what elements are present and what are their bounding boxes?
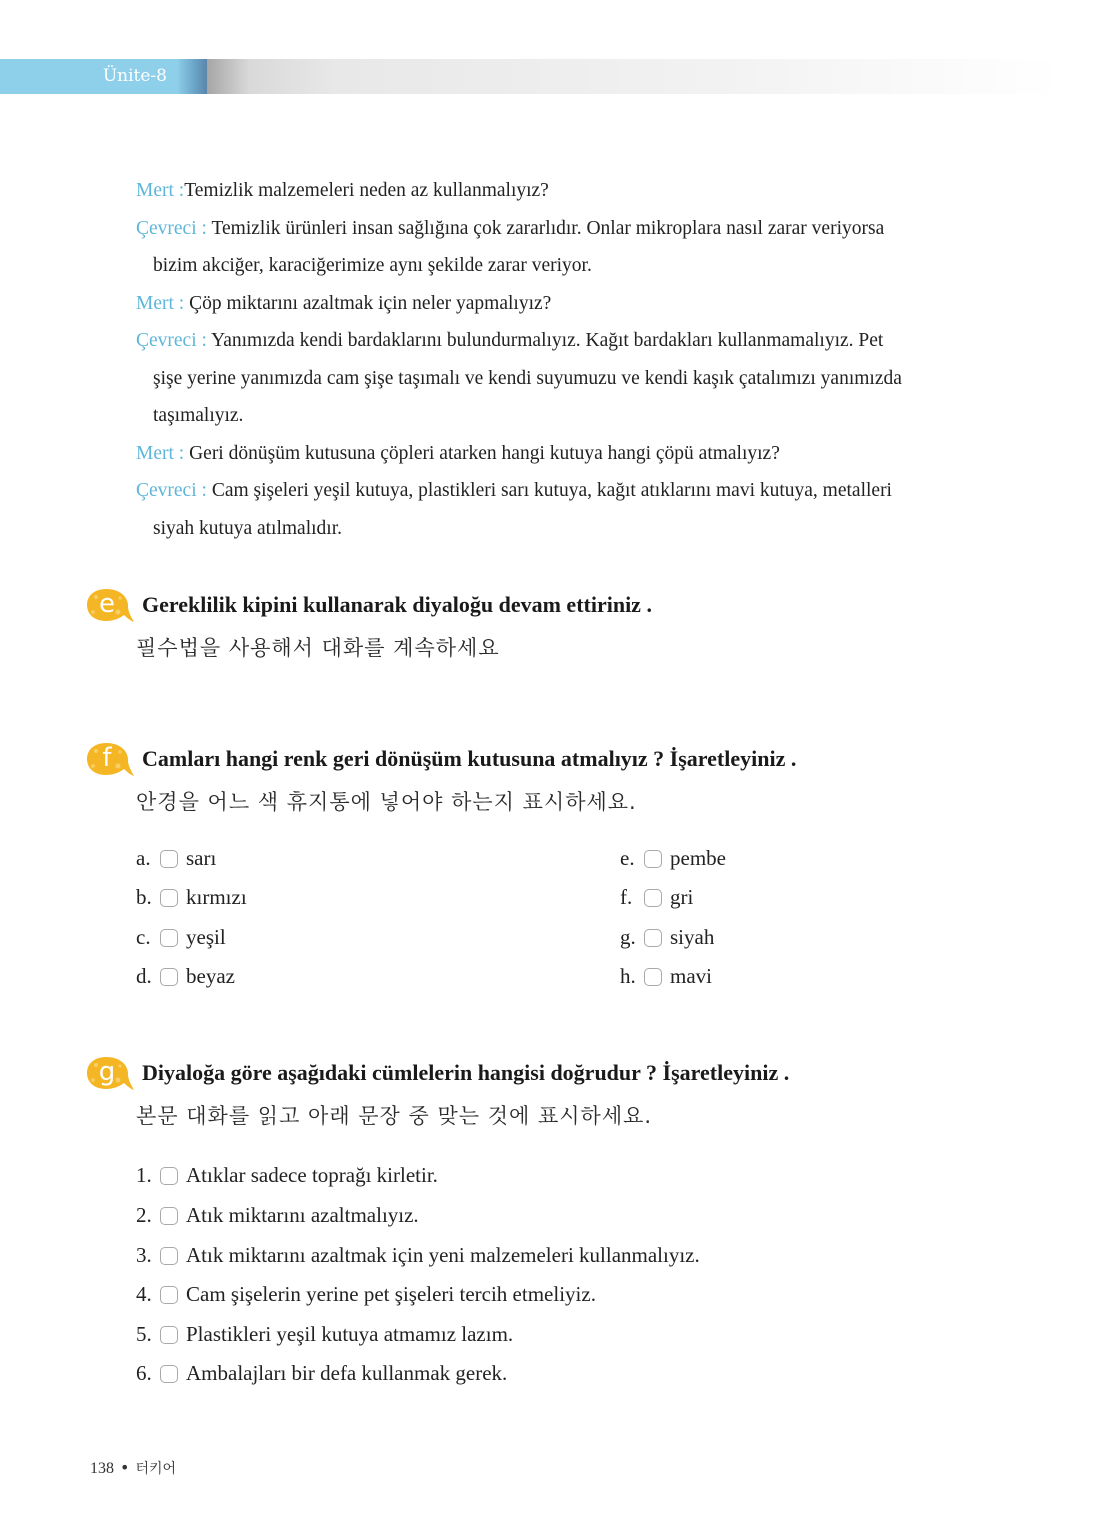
statement-number: 5. <box>136 1322 152 1346</box>
statement-text: Atıklar sadece toprağı kirletir. <box>186 1163 438 1187</box>
choice-option[interactable] <box>136 922 226 952</box>
dialogue-line <box>136 472 981 547</box>
speech-bubble-badge-icon <box>84 742 134 778</box>
checkbox[interactable] <box>160 968 178 986</box>
dialogue-continuation: taşımalıyız. <box>153 405 244 426</box>
dialogue-text: Yanımızda kendi bardaklarını bulundurmalıyız. Kağıt bardakları kullanmamalıyız. Pet <box>211 330 884 351</box>
task-title: Camları hangi renk geri dönüşüm kutusuna atmalıyız ? İşaretleyiniz . <box>142 746 797 771</box>
option-text: siyah <box>670 925 715 949</box>
option-text: kırmızı <box>186 885 247 909</box>
choice-option[interactable] <box>136 843 216 873</box>
checkbox[interactable] <box>160 1167 178 1185</box>
dialogue-text: Cam şişeleri yeşil kutuya, plastikleri sarı kutuya, kağıt atıklarını mavi kutuya, metalleri <box>211 480 892 501</box>
dialogue-continuation: bizim akciğer, karaciğerimize aynı şekilde zarar veriyor. <box>153 255 592 276</box>
checkbox[interactable] <box>160 1365 178 1383</box>
statement-number: 6. <box>136 1361 152 1385</box>
page-number: 138 <box>90 1460 114 1477</box>
unit-label: Ünite-8 <box>0 59 177 94</box>
dialogue-line <box>136 435 981 473</box>
statement-text: Cam şişelerin yerine pet şişeleri tercih etmeliyiz. <box>186 1282 596 1306</box>
checkbox[interactable] <box>160 1286 178 1304</box>
task-title: Gereklilik kipini kullanarak diyaloğu devam ettiriniz . <box>142 592 652 617</box>
unit-tab-edge <box>177 59 207 94</box>
badge-letter: f <box>102 743 112 773</box>
checkbox[interactable] <box>160 929 178 947</box>
statement-item[interactable] <box>136 1358 507 1388</box>
dialogue-continuation: siyah kutuya atılmalıdır. <box>153 517 343 539</box>
header-gradient-rule <box>207 59 1060 94</box>
task-subtitle: 본문 대화를 읽고 아래 문장 중 맞는 것에 표시하세요. <box>136 1104 653 1128</box>
statement-number: 1. <box>136 1163 152 1187</box>
unit-header-bar <box>0 59 1060 94</box>
option-text: mavi <box>670 964 712 988</box>
statement-item[interactable] <box>136 1200 419 1230</box>
task-subtitle: 필수법을 사용해서 대화를 계속하세요 <box>136 636 500 660</box>
dialogue-line <box>136 210 981 285</box>
choice-option[interactable] <box>136 882 247 912</box>
checkbox[interactable] <box>160 1247 178 1265</box>
choice-option[interactable] <box>620 843 726 873</box>
dialogue-text: Geri dönüşüm kutusuna çöpleri atarken hangi kutuya hangi çöpü atmalıyız? <box>189 442 780 464</box>
speaker-name: Çevreci : <box>136 217 207 239</box>
dialogue-continuation: şişe yerine yanımızda cam şişe taşımalı ve kendi suyumuzu ve kendi kaşık çatalımızı yanımızda <box>153 367 902 389</box>
statement-item[interactable] <box>136 1279 596 1309</box>
option-label: g. <box>620 925 636 949</box>
option-text: sarı <box>186 846 217 870</box>
statement-item[interactable] <box>136 1240 700 1270</box>
checkbox[interactable] <box>160 889 178 907</box>
option-label: d. <box>136 964 152 988</box>
badge-letter: g <box>98 1057 116 1087</box>
option-text: gri <box>670 885 694 909</box>
page-footer <box>90 1458 176 1478</box>
statement-item[interactable] <box>136 1319 513 1349</box>
speaker-name: Mert : <box>136 442 185 464</box>
dialogue <box>136 172 981 547</box>
speaker-name: Çevreci : <box>136 480 207 501</box>
choice-option[interactable] <box>136 961 235 991</box>
speech-bubble-badge-icon <box>84 1056 134 1092</box>
dialogue-text: Temizlik ürünleri insan sağlığına çok zararlıdır. Onlar mikroplara nasıl zarar veriyorsa <box>211 217 885 239</box>
dialogue-line <box>136 285 981 323</box>
book-title: 터키어 <box>135 1461 177 1477</box>
checkbox[interactable] <box>644 850 662 868</box>
statement-text: Plastikleri yeşil kutuya atmamız lazım. <box>186 1322 514 1346</box>
checkbox[interactable] <box>644 968 662 986</box>
speaker-name: Mert : <box>136 180 185 201</box>
option-text: yeşil <box>186 925 226 949</box>
speaker-name: Mert : <box>136 292 185 314</box>
statement-item[interactable] <box>136 1160 438 1190</box>
speech-bubble-badge-icon <box>84 588 134 624</box>
option-label: c. <box>136 925 151 949</box>
statement-text: Atık miktarını azaltmak için yeni malzemeleri kullanmalıyız. <box>186 1243 700 1267</box>
statement-number: 4. <box>136 1282 152 1306</box>
choice-option[interactable] <box>620 961 712 991</box>
badge-letter: e <box>99 589 115 619</box>
checkbox[interactable] <box>160 1326 178 1344</box>
dialogue-line <box>136 322 981 435</box>
option-label: b. <box>136 885 152 909</box>
task-title: Diyaloğa göre aşağıdaki cümlelerin hangisi doğrudur ? İşaretleyiniz . <box>142 1060 790 1085</box>
checkbox[interactable] <box>644 889 662 907</box>
statement-number: 3. <box>136 1243 152 1267</box>
choice-option[interactable] <box>620 882 693 912</box>
option-label: a. <box>136 846 151 870</box>
checkbox[interactable] <box>644 929 662 947</box>
option-text: pembe <box>670 846 726 870</box>
dialogue-line <box>136 172 981 210</box>
statement-text: Atık miktarını azaltmalıyız. <box>186 1203 419 1227</box>
option-label: h. <box>620 964 636 988</box>
dialogue-text: Temizlik malzemeleri neden az kullanmalıyız? <box>184 180 549 201</box>
statement-text: Ambalajları bir defa kullanmak gerek. <box>186 1361 508 1385</box>
choice-option[interactable] <box>620 922 714 952</box>
footer-separator: • <box>120 1458 130 1477</box>
task-subtitle: 안경을 어느 색 휴지통에 넣어야 하는지 표시하세요. <box>136 790 637 814</box>
checkbox[interactable] <box>160 850 178 868</box>
checkbox[interactable] <box>160 1207 178 1225</box>
speaker-name: Çevreci : <box>136 330 207 351</box>
dialogue-text: Çöp miktarını azaltmak için neler yapmalıyız? <box>189 292 552 314</box>
option-text: beyaz <box>186 964 235 988</box>
option-label: f. <box>620 885 633 909</box>
option-label: e. <box>620 846 635 870</box>
statement-number: 2. <box>136 1203 152 1227</box>
